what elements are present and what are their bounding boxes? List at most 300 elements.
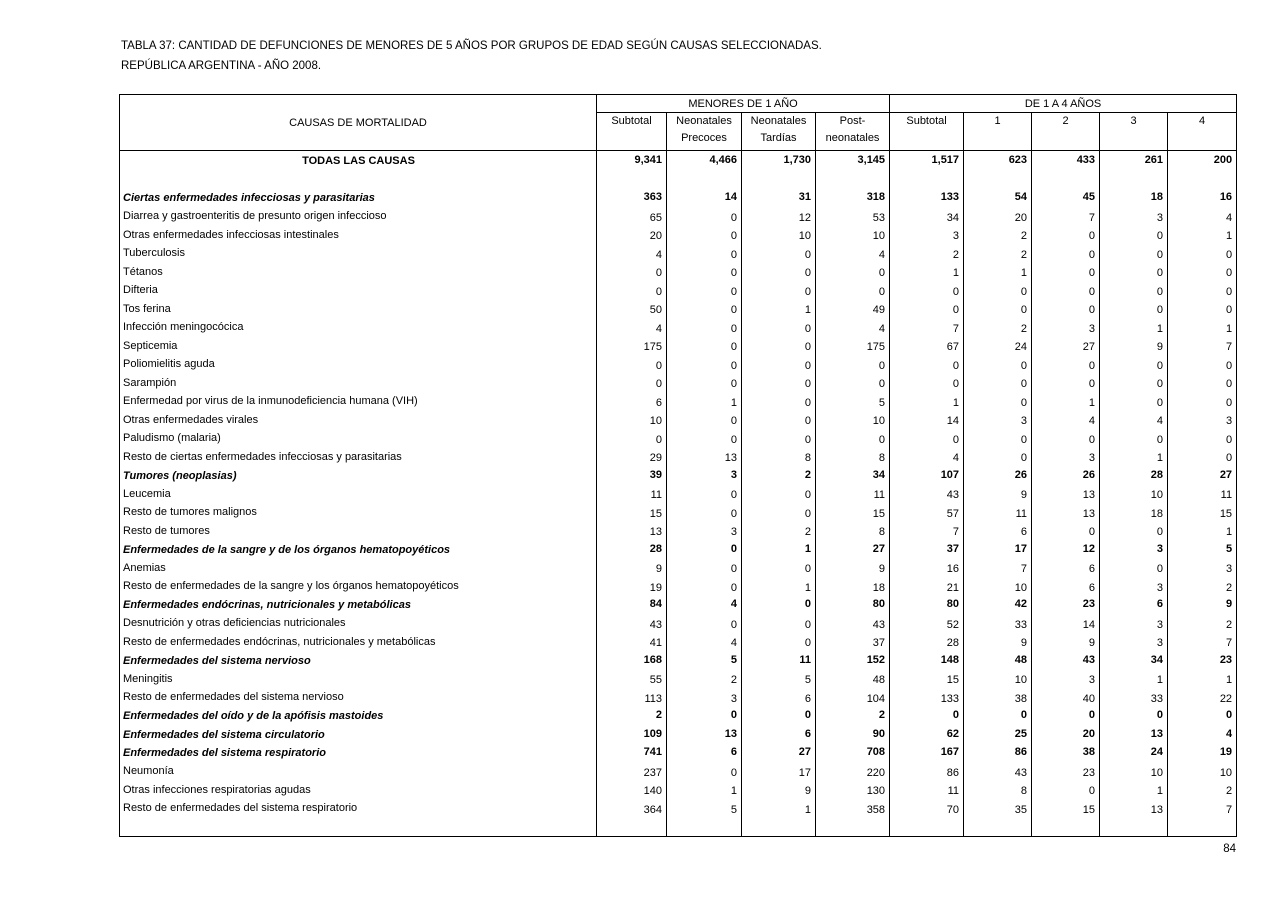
table-row: [120, 504, 1237, 523]
value-cell: 0: [1100, 264, 1168, 283]
value-cell: 0: [667, 245, 742, 264]
value-cell: 10: [1100, 486, 1168, 505]
value-cell: 6: [964, 523, 1032, 542]
value-cell: 3: [667, 467, 742, 486]
cause-label: Enfermedades de la sangre y de los órganos hematopoyéticos: [120, 541, 597, 560]
value-cell: 49: [816, 301, 890, 320]
table-row: [120, 245, 1237, 264]
value-cell: [667, 819, 742, 837]
value-cell: 2: [667, 671, 742, 690]
value-cell: 9: [816, 560, 890, 579]
value-cell: 17: [964, 541, 1032, 560]
value-cell: [1032, 172, 1100, 190]
value-cell: 0: [964, 301, 1032, 320]
value-cell: 4: [667, 597, 742, 616]
value-cell: 27: [1168, 467, 1237, 486]
value-cell: 1,730: [742, 151, 816, 172]
value-cell: 86: [890, 763, 964, 782]
value-cell: 22: [1168, 689, 1237, 708]
col-header-line: Post-: [839, 115, 866, 127]
value-cell: [597, 819, 667, 837]
value-cell: 15: [597, 504, 667, 523]
value-cell: 364: [597, 800, 667, 819]
value-cell: 0: [742, 634, 816, 653]
value-cell: 0: [742, 356, 816, 375]
value-cell: 13: [1032, 486, 1100, 505]
value-cell: 0: [1100, 282, 1168, 301]
cause-label: Resto de tumores malignos: [120, 504, 597, 523]
value-cell: 3: [1100, 634, 1168, 653]
value-cell: 25: [964, 726, 1032, 745]
cause-label: Tuberculosis: [120, 245, 597, 264]
value-cell: 9: [1168, 597, 1237, 616]
value-cell: 0: [1100, 708, 1168, 727]
page-number: 84: [1223, 843, 1236, 855]
value-cell: 6: [742, 726, 816, 745]
value-cell: 9: [597, 560, 667, 579]
value-cell: 70: [890, 800, 964, 819]
value-cell: 21: [890, 578, 964, 597]
value-cell: 0: [667, 264, 742, 283]
value-cell: 140: [597, 782, 667, 801]
value-cell: 14: [890, 412, 964, 431]
cause-label: Diarrea y gastroenteritis de presunto origen infeccioso: [120, 208, 597, 227]
value-cell: 318: [816, 190, 890, 209]
value-cell: 0: [667, 412, 742, 431]
value-cell: 5: [667, 652, 742, 671]
cause-label: Desnutrición y otras deficiencias nutricionales: [120, 615, 597, 634]
value-cell: 13: [1100, 800, 1168, 819]
value-cell: 741: [597, 745, 667, 764]
value-cell: 13: [1032, 504, 1100, 523]
value-cell: 0: [1168, 449, 1237, 468]
value-cell: 8: [816, 449, 890, 468]
value-cell: 1: [1168, 671, 1237, 690]
value-cell: 20: [1032, 726, 1100, 745]
value-cell: 2: [742, 467, 816, 486]
cause-label: Resto de enfermedades del sistema respiratorio: [120, 800, 597, 819]
value-cell: 33: [964, 615, 1032, 634]
value-cell: 107: [890, 467, 964, 486]
value-cell: 10: [597, 412, 667, 431]
col-header-neonatales-precoces: [667, 113, 742, 151]
value-cell: 11: [890, 782, 964, 801]
value-cell: 1: [1032, 393, 1100, 412]
value-cell: 11: [816, 486, 890, 505]
value-cell: 9: [1032, 634, 1100, 653]
value-cell: 0: [742, 338, 816, 357]
cause-label: Enfermedades del sistema respiratorio: [120, 745, 597, 764]
value-cell: 3: [1100, 541, 1168, 560]
value-cell: 0: [742, 393, 816, 412]
group-header-row: [120, 95, 1237, 113]
cause-label: Leucemia: [120, 486, 597, 505]
value-cell: [890, 172, 964, 190]
value-cell: 2: [816, 708, 890, 727]
value-cell: 27: [816, 541, 890, 560]
value-cell: 4: [1100, 412, 1168, 431]
value-cell: 0: [816, 375, 890, 394]
value-cell: [890, 819, 964, 837]
value-cell: 12: [1032, 541, 1100, 560]
table-row: [120, 208, 1237, 227]
table-row: [120, 689, 1237, 708]
value-cell: 358: [816, 800, 890, 819]
table-row: [120, 172, 1237, 190]
value-cell: 62: [890, 726, 964, 745]
cause-label: Neumonía: [120, 763, 597, 782]
value-cell: 0: [742, 615, 816, 634]
table-row: [120, 393, 1237, 412]
value-cell: 0: [742, 430, 816, 449]
value-cell: 2: [964, 319, 1032, 338]
col-header-subtotal-menores: [597, 113, 667, 151]
value-cell: 8: [742, 449, 816, 468]
value-cell: 200: [1168, 151, 1237, 172]
value-cell: 133: [890, 190, 964, 209]
cause-label: Resto de enfermedades de la sangre y los órganos hematopoyéticos: [120, 578, 597, 597]
value-cell: 3,145: [816, 151, 890, 172]
value-cell: 175: [816, 338, 890, 357]
table-row: [120, 467, 1237, 486]
value-cell: 54: [964, 190, 1032, 209]
value-cell: 0: [667, 486, 742, 505]
value-cell: 86: [964, 745, 1032, 764]
value-cell: 0: [667, 282, 742, 301]
value-cell: 0: [1032, 227, 1100, 246]
value-cell: 10: [816, 412, 890, 431]
value-cell: 0: [1168, 282, 1237, 301]
value-cell: 0: [597, 430, 667, 449]
value-cell: 0: [816, 282, 890, 301]
value-cell: 10: [964, 578, 1032, 597]
value-cell: 80: [816, 597, 890, 616]
value-cell: 1: [1168, 227, 1237, 246]
value-cell: 17: [742, 763, 816, 782]
value-cell: 3: [1032, 671, 1100, 690]
value-cell: 3: [1032, 319, 1100, 338]
table-title-line1: TABLA 37: CANTIDAD DE DEFUNCIONES DE MENORES DE 5 AÑOS POR GRUPOS DE EDAD SEGÚN CAUSAS SELECCIONADAS.: [121, 40, 822, 52]
value-cell: 0: [597, 356, 667, 375]
value-cell: 0: [1168, 356, 1237, 375]
value-cell: 3: [1100, 578, 1168, 597]
cause-label: Otras infecciones respiratorias agudas: [120, 782, 597, 801]
value-cell: 3: [1168, 412, 1237, 431]
cause-label: Enfermedades del oído y de la apófisis mastoides: [120, 708, 597, 727]
value-cell: 15: [890, 671, 964, 690]
value-cell: 2: [890, 245, 964, 264]
value-cell: 0: [964, 282, 1032, 301]
value-cell: 20: [597, 227, 667, 246]
value-cell: 7: [1168, 634, 1237, 653]
value-cell: 6: [742, 689, 816, 708]
value-cell: 0: [667, 356, 742, 375]
value-cell: 0: [1100, 356, 1168, 375]
value-cell: 167: [890, 745, 964, 764]
value-cell: 1: [890, 264, 964, 283]
col-header-age-4: [1168, 113, 1237, 151]
cause-label: Infección meningocócica: [120, 319, 597, 338]
value-cell: 1: [742, 800, 816, 819]
value-cell: 1: [1100, 782, 1168, 801]
value-cell: 37: [890, 541, 964, 560]
value-cell: 0: [597, 264, 667, 283]
value-cell: 34: [816, 467, 890, 486]
value-cell: 2: [1168, 615, 1237, 634]
value-cell: 3: [1168, 560, 1237, 579]
value-cell: 0: [667, 319, 742, 338]
value-cell: 0: [1100, 523, 1168, 542]
value-cell: 2: [1168, 782, 1237, 801]
value-cell: 8: [964, 782, 1032, 801]
value-cell: [816, 819, 890, 837]
value-cell: 0: [1100, 245, 1168, 264]
value-cell: 0: [742, 264, 816, 283]
value-cell: 48: [964, 652, 1032, 671]
value-cell: 1: [742, 541, 816, 560]
value-cell: 1: [742, 578, 816, 597]
cause-label: Enfermedades del sistema circulatorio: [120, 726, 597, 745]
value-cell: 55: [597, 671, 667, 690]
table-row: [120, 541, 1237, 560]
value-cell: [1168, 819, 1237, 837]
value-cell: 6: [1100, 597, 1168, 616]
value-cell: 12: [742, 208, 816, 227]
value-cell: [1100, 819, 1168, 837]
value-cell: 7: [1032, 208, 1100, 227]
value-cell: 16: [1168, 190, 1237, 209]
value-cell: 0: [890, 375, 964, 394]
value-cell: 31: [742, 190, 816, 209]
value-cell: 3: [964, 412, 1032, 431]
value-cell: 45: [1032, 190, 1100, 209]
col-header-line: 3: [1130, 115, 1137, 127]
value-cell: 0: [667, 560, 742, 579]
value-cell: 10: [1100, 763, 1168, 782]
col-header-line: Precoces: [681, 132, 727, 144]
value-cell: 1: [964, 264, 1032, 283]
value-cell: 67: [890, 338, 964, 357]
value-cell: 4,466: [667, 151, 742, 172]
value-cell: 50: [597, 301, 667, 320]
table-row: [120, 726, 1237, 745]
col-header-post-neonatales: [816, 113, 890, 151]
value-cell: 3: [890, 227, 964, 246]
value-cell: 48: [816, 671, 890, 690]
value-cell: 80: [890, 597, 964, 616]
value-cell: 0: [964, 393, 1032, 412]
cause-label: Enfermedades endócrinas, nutricionales y metabólicas: [120, 597, 597, 616]
table-body: [120, 151, 1237, 837]
value-cell: 23: [1168, 652, 1237, 671]
value-cell: 0: [1032, 282, 1100, 301]
value-cell: 0: [1100, 227, 1168, 246]
value-cell: 0: [1032, 301, 1100, 320]
value-cell: 0: [1100, 393, 1168, 412]
table-row: [120, 523, 1237, 542]
group-header-menores-1-ano: MENORES DE 1 AÑO: [597, 95, 890, 113]
value-cell: 11: [742, 652, 816, 671]
col-header-line: Neonatales: [676, 115, 732, 127]
value-cell: 8: [816, 523, 890, 542]
value-cell: 9,341: [597, 151, 667, 172]
value-cell: 40: [1032, 689, 1100, 708]
value-cell: 0: [1100, 560, 1168, 579]
value-cell: 43: [964, 763, 1032, 782]
table-row: [120, 634, 1237, 653]
value-cell: 0: [742, 412, 816, 431]
value-cell: 168: [597, 652, 667, 671]
value-cell: [964, 172, 1032, 190]
value-cell: [964, 819, 1032, 837]
value-cell: 0: [816, 264, 890, 283]
cause-label: Resto de enfermedades del sistema nervioso: [120, 689, 597, 708]
mortality-table: [119, 94, 1237, 837]
value-cell: 27: [1032, 338, 1100, 357]
col-header-line: 1: [994, 115, 1001, 127]
value-cell: 133: [890, 689, 964, 708]
value-cell: 0: [742, 597, 816, 616]
value-cell: 0: [742, 375, 816, 394]
value-cell: 13: [667, 449, 742, 468]
value-cell: 0: [667, 430, 742, 449]
value-cell: 39: [597, 467, 667, 486]
value-cell: 0: [816, 356, 890, 375]
cause-label: Tumores (neoplasias): [120, 467, 597, 486]
value-cell: 2: [964, 227, 1032, 246]
value-cell: 34: [890, 208, 964, 227]
value-cell: 0: [1032, 375, 1100, 394]
value-cell: 10: [816, 227, 890, 246]
value-cell: 10: [1168, 763, 1237, 782]
cause-label: Septicemia: [120, 338, 597, 357]
value-cell: 6: [597, 393, 667, 412]
value-cell: 1,517: [890, 151, 964, 172]
value-cell: 0: [1168, 393, 1237, 412]
value-cell: 0: [667, 578, 742, 597]
value-cell: 6: [1032, 560, 1100, 579]
value-cell: 10: [742, 227, 816, 246]
value-cell: 4: [1032, 412, 1100, 431]
value-cell: 0: [1100, 375, 1168, 394]
value-cell: 7: [890, 523, 964, 542]
value-cell: 0: [890, 282, 964, 301]
value-cell: 0: [1168, 708, 1237, 727]
table-title: [121, 37, 822, 76]
value-cell: 4: [1168, 726, 1237, 745]
cause-label: Enfermedades del sistema nervioso: [120, 652, 597, 671]
value-cell: 3: [1032, 449, 1100, 468]
value-cell: 23: [1032, 597, 1100, 616]
value-cell: 0: [667, 541, 742, 560]
value-cell: 113: [597, 689, 667, 708]
value-cell: 0: [667, 504, 742, 523]
value-cell: 0: [667, 338, 742, 357]
value-cell: 4: [890, 449, 964, 468]
col-header-line: Tardías: [760, 132, 797, 144]
value-cell: 6: [667, 745, 742, 764]
value-cell: 1: [1168, 523, 1237, 542]
value-cell: 0: [667, 375, 742, 394]
table-row: [120, 412, 1237, 431]
value-cell: 1: [667, 782, 742, 801]
value-cell: 26: [1032, 467, 1100, 486]
value-cell: [1032, 819, 1100, 837]
value-cell: 15: [816, 504, 890, 523]
table-row: [120, 800, 1237, 819]
value-cell: 0: [964, 375, 1032, 394]
cause-label: Tétanos: [120, 264, 597, 283]
value-cell: 11: [964, 504, 1032, 523]
value-cell: 0: [890, 430, 964, 449]
table-row: [120, 819, 1237, 837]
value-cell: 28: [597, 541, 667, 560]
value-cell: 90: [816, 726, 890, 745]
col-header-age-3: [1100, 113, 1168, 151]
value-cell: 1: [1168, 319, 1237, 338]
value-cell: 2: [1168, 578, 1237, 597]
value-cell: 2: [742, 523, 816, 542]
value-cell: 57: [890, 504, 964, 523]
value-cell: 237: [597, 763, 667, 782]
value-cell: 0: [1100, 430, 1168, 449]
cause-label: Tos ferina: [120, 301, 597, 320]
value-cell: 4: [816, 319, 890, 338]
value-cell: 7: [1168, 800, 1237, 819]
table-row: [120, 615, 1237, 634]
cause-label: Meningitis: [120, 671, 597, 690]
value-cell: 9: [964, 634, 1032, 653]
col-header-line: 2: [1062, 115, 1069, 127]
cause-label: Otras enfermedades infecciosas intestinales: [120, 227, 597, 246]
value-cell: 0: [742, 504, 816, 523]
value-cell: 130: [816, 782, 890, 801]
value-cell: 16: [890, 560, 964, 579]
col-header-line: neonatales: [825, 132, 880, 144]
value-cell: 0: [1032, 264, 1100, 283]
cause-label: Sarampión: [120, 375, 597, 394]
col-header-line: Subtotal: [906, 115, 947, 127]
value-cell: [1100, 172, 1168, 190]
value-cell: 4: [816, 245, 890, 264]
value-cell: 15: [1032, 800, 1100, 819]
value-cell: 3: [1100, 615, 1168, 634]
value-cell: 24: [964, 338, 1032, 357]
value-cell: 34: [1100, 652, 1168, 671]
value-cell: 18: [1100, 190, 1168, 209]
col-header-age-1: [964, 113, 1032, 151]
cause-label: [120, 172, 597, 190]
value-cell: 0: [1032, 430, 1100, 449]
value-cell: 1: [742, 301, 816, 320]
value-cell: 2: [597, 708, 667, 727]
value-cell: 24: [1100, 745, 1168, 764]
value-cell: 1: [1100, 319, 1168, 338]
value-cell: 23: [1032, 763, 1100, 782]
col-header-line: Neonatales: [750, 115, 807, 127]
value-cell: 5: [667, 800, 742, 819]
table-row: [120, 486, 1237, 505]
value-cell: 363: [597, 190, 667, 209]
value-cell: 43: [1032, 652, 1100, 671]
value-cell: 1: [667, 393, 742, 412]
value-cell: 11: [1168, 486, 1237, 505]
value-cell: 0: [890, 301, 964, 320]
col-header-age-2: [1032, 113, 1100, 151]
value-cell: 13: [667, 726, 742, 745]
value-cell: 0: [1168, 264, 1237, 283]
value-cell: 0: [1032, 356, 1100, 375]
